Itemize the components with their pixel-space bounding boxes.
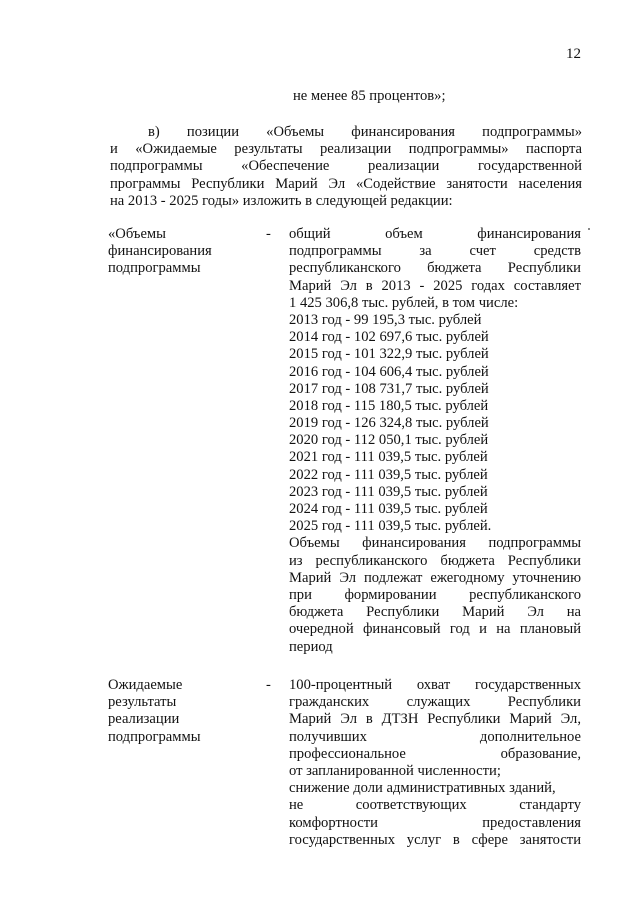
content-line: бюджета Республики Марий Эл на	[289, 604, 581, 621]
year-amount-line: 2023 год - 111 039,5 тыс. рублей	[289, 483, 488, 500]
year-amount-line: 2019 год - 126 324,8 тыс. рублей	[289, 415, 489, 432]
expected-results-content	[289, 677, 581, 849]
financing-label	[108, 226, 268, 278]
label-line: финансирования	[108, 243, 212, 260]
content-line: 100-процентный охват государственных	[289, 677, 581, 693]
content-line: 1 425 306,8 тыс. рублей, в том числе:	[289, 294, 519, 311]
expected-results-label	[108, 677, 268, 746]
row-dash: -	[266, 226, 271, 242]
content-line: Марий Эл подлежат ежегодному уточнению	[289, 569, 581, 586]
content-line: Марий Эл в 2013 - 2025 годах составляет	[289, 277, 581, 294]
year-amount-line: 2024 год - 111 039,5 тыс. рублей	[289, 501, 488, 517]
year-amount-line: 2021 год - 111 039,5 тыс. рублей	[289, 449, 488, 466]
financing-content	[289, 226, 581, 656]
content-line: Марий Эл в ДТЗН Республики Марий Эл,	[289, 711, 581, 728]
paragraph-line: программы Республики Марий Эл «Содействие занятости населения	[110, 175, 582, 192]
label-line: «Объемы	[108, 226, 166, 242]
year-amount-line: 2022 год - 111 039,5 тыс. рублей	[289, 466, 488, 483]
paragraph-line: в) позиции «Объемы финансирования подпрограммы»	[148, 124, 582, 140]
content-line: республиканского бюджета Республики	[289, 260, 581, 277]
paragraph-line: подпрограммы «Обеспечение реализации государственной	[110, 158, 582, 175]
content-line: профессиональное образование,	[289, 745, 581, 762]
content-line: очередной финансовый год и на плановый	[289, 621, 581, 638]
content-line: от запланированной численности;	[289, 762, 501, 779]
year-amount-line: 2017 год - 108 731,7 тыс. рублей	[289, 380, 489, 397]
year-amount-line: 2020 год - 112 050,1 тыс. рублей	[289, 432, 489, 449]
label-line: подпрограммы	[108, 260, 201, 277]
content-line: общий объем финансирования	[289, 226, 581, 242]
label-line: результаты	[108, 694, 177, 711]
content-line: комфортности предоставления	[289, 814, 581, 831]
scan-mark	[588, 228, 590, 230]
label-line: Ожидаемые	[108, 677, 183, 693]
content-line: при формировании республиканского	[289, 586, 581, 603]
content-line: подпрограммы за счет средств	[289, 243, 581, 260]
intro-line: не менее 85 процентов»;	[293, 88, 446, 104]
content-line: снижение доли административных зданий,	[289, 780, 556, 797]
page-number: 12	[566, 46, 581, 62]
label-line: подпрограммы	[108, 728, 201, 745]
content-line: из республиканского бюджета Республики	[289, 552, 581, 569]
year-amount-line: 2014 год - 102 697,6 тыс. рублей	[289, 329, 489, 346]
content-line: гражданских служащих Республики	[289, 694, 581, 711]
content-line: не соответствующих стандарту	[289, 797, 581, 814]
content-line: Объемы финансирования подпрограммы	[289, 535, 581, 552]
content-line: период	[289, 638, 333, 655]
label-line: реализации	[108, 711, 180, 728]
content-line: государственных услуг в сфере занятости	[289, 831, 581, 848]
row-dash: -	[266, 677, 271, 693]
content-line: получивших дополнительное	[289, 728, 581, 745]
year-amount-line: 2013 год - 99 195,3 тыс. рублей	[289, 311, 482, 328]
year-amount-line: 2015 год - 101 322,9 тыс. рублей	[289, 346, 489, 363]
paragraph-line: и «Ожидаемые результаты реализации подпрограммы» паспорта	[110, 141, 582, 158]
year-amount-line: 2018 год - 115 180,5 тыс. рублей	[289, 397, 489, 414]
year-amount-line: 2016 год - 104 606,4 тыс. рублей	[289, 363, 489, 380]
year-amount-line: 2025 год - 111 039,5 тыс. рублей.	[289, 518, 492, 535]
paragraph-line: на 2013 - 2025 годы» изложить в следующей редакции:	[110, 192, 453, 209]
amendment-paragraph	[110, 124, 582, 210]
